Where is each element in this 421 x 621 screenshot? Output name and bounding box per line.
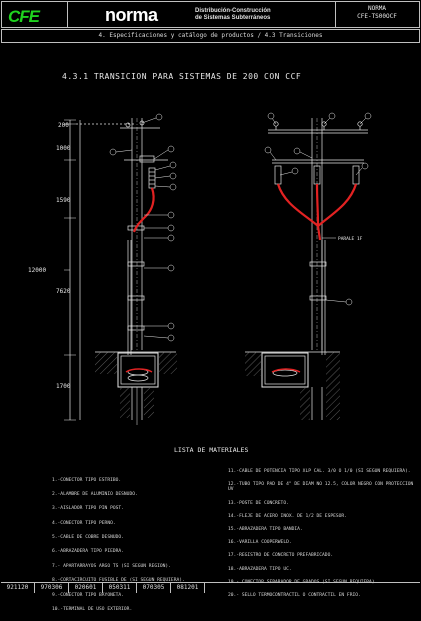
revision-date: 970306 <box>35 583 69 593</box>
revision-date: 921120 <box>1 583 35 593</box>
revision-date: 081201 <box>171 583 205 593</box>
dim-1590: 1590 <box>56 197 71 204</box>
subtitle-line1: Distribución-Construcción <box>195 8 271 14</box>
right-elevation <box>245 118 368 420</box>
material-item: 5.-CABLE DE COBRE DESNUDO. <box>52 535 124 541</box>
material-item: 2.-ALAMBRE DE ALUMINIO DESNUDO. <box>52 491 138 497</box>
material-item: 15.-ABRAZADERA TIPO BANDIA. <box>228 526 303 532</box>
material-item: 8.-CORTACIRCUITO FUSIBLE DE (SI SEGUN REQUIERA). <box>52 578 185 584</box>
subtitle-line2: de Sistemas Subterráneos <box>195 15 271 21</box>
dim-1700: 1700 <box>56 383 71 390</box>
material-item: 4.-CONECTOR TIPO PERNO. <box>52 520 116 526</box>
drawing-title: 4.3.1 TRANSICION PARA SISTEMAS DE 200 CON CCF <box>62 72 302 81</box>
left-elevation <box>64 118 176 425</box>
right-soil-hatch-a <box>245 352 261 376</box>
material-item: 9.-CONECTOR TIPO BAYONETA. <box>52 592 124 598</box>
norma-logo: norma <box>105 5 158 25</box>
left-soil-hatch-d <box>144 388 154 418</box>
norma-label: NORMA <box>367 5 387 12</box>
material-item: 14.-FLEJE DE ACERO INOX. DE 1/2 DE ESPESOR. <box>228 513 347 519</box>
left-soil-hatch-a <box>95 352 117 374</box>
materials-left-list <box>52 472 185 621</box>
left-soil-hatch-c <box>120 388 130 418</box>
material-item: 16.-VARILLA COOPERWELD. <box>228 540 292 546</box>
material-item: 17.-REGISTRO DE CONCRETO PREFABRICADO. <box>228 553 334 559</box>
material-item: 7.- APARTARRAYOS ARGO TS (SI SEGUN REGION). <box>52 563 171 569</box>
material-item: 3.-AISLADOR TIPO PIN POST. <box>52 506 124 512</box>
material-item: 10.-TERMINAL DE USO EXTERIOR. <box>52 606 133 612</box>
section-bar: 4. Especificaciones y catálogo de productos / 4.3 Transiciones <box>1 29 420 43</box>
dim-200: 200 <box>58 122 69 129</box>
norma-code: CFE-TS00OCF <box>357 13 397 20</box>
dim-1000: 1000 <box>56 145 71 152</box>
material-item: 6.-ABRAZADERA TIPO PIEDRA. <box>52 549 124 555</box>
right-power-cables <box>272 184 356 372</box>
material-item: 1.-CONECTOR TIPO ESTRIBO. <box>52 477 122 483</box>
revision-date: 070305 <box>137 583 171 593</box>
revision-date: 020601 <box>69 583 103 593</box>
material-item: 11.-CABLE DE POTENCIA TIPO XLP CAL. 3/0 O 1/0 (SI SEGUN REQUIERA). <box>228 468 411 474</box>
material-item: 13.-POSTE DE CONCRETO. <box>228 500 289 506</box>
revision-date: 050311 <box>103 583 137 593</box>
left-callouts <box>110 114 176 341</box>
material-item: 18.-ABRAZADERA TIPO UC. <box>228 566 292 572</box>
right-cable-label: PARALE 1F <box>338 237 363 242</box>
left-soil-hatch-b <box>159 352 177 374</box>
right-soil-hatch-c <box>300 388 310 420</box>
dim-12000: 12000 <box>28 267 47 274</box>
material-item: 12.-TUBO TIPO PAD DE 4" DE DIAM NO 12.5, COLOR NEGRO CON PROTECCION UV <box>228 481 414 493</box>
material-item: 19.- CONECTOR SEPARADOR DE GRADOS (SI SEGUN REQUIERA). <box>228 579 378 585</box>
materials-title: LISTA DE MATERIALES <box>174 446 249 454</box>
right-soil-hatch-b <box>326 352 340 420</box>
material-item: 20.- SELLO TERMOCONTRACTIL O CONTRACTIL EN FRIO. <box>228 592 361 598</box>
dim-7620: 7620 <box>56 288 71 295</box>
cfe-logo: CFE <box>8 7 39 26</box>
